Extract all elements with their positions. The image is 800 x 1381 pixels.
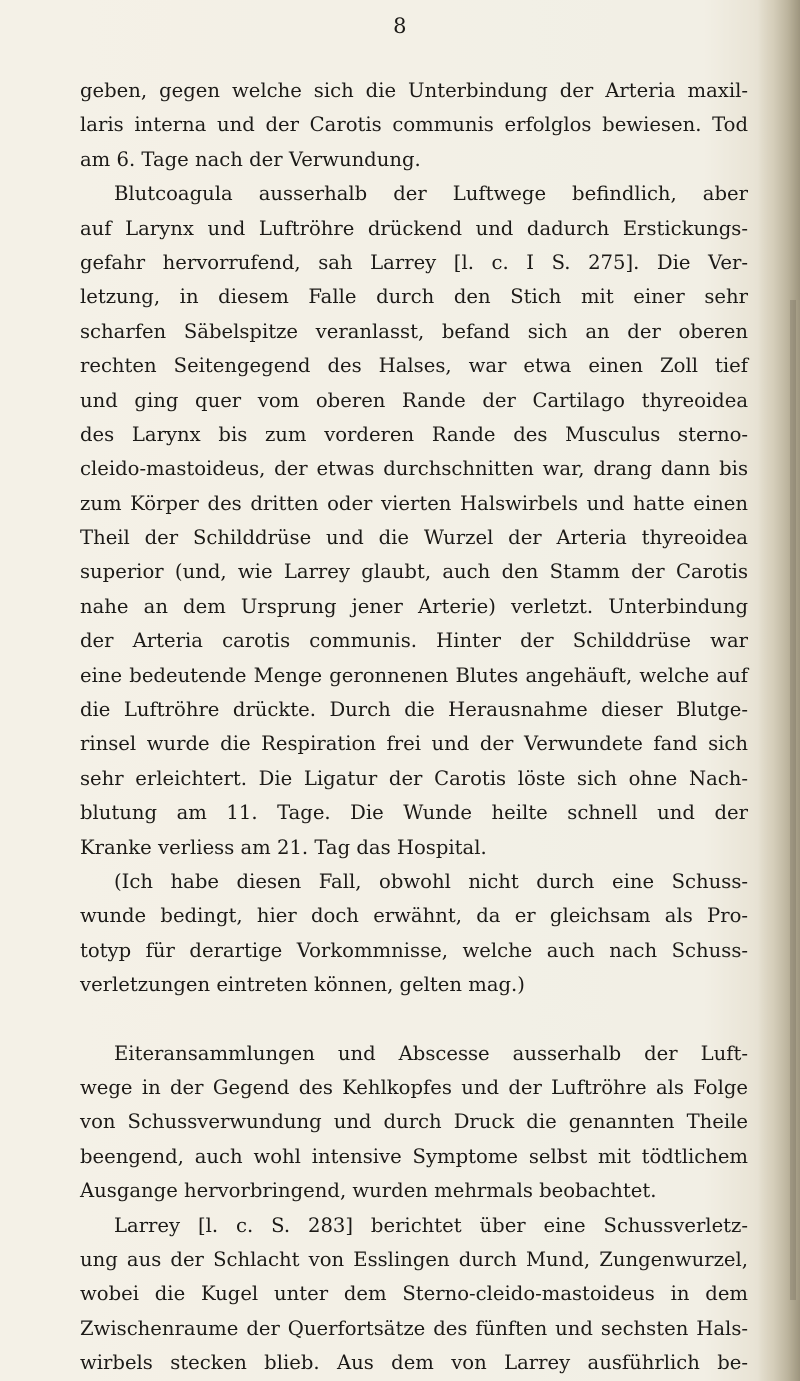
text-line: letzung, in diesem Falle durch den Stich mit einer sehr (80, 285, 748, 309)
text-line: superior (und, wie Larrey glaubt, auch den Stamm der Carotis (80, 560, 748, 584)
text-line: am 6. Tage nach der Verwundung. (80, 147, 421, 171)
text-line: von Schussverwundung und durch Druck die genannten Theile (80, 1110, 748, 1134)
page-number: 8 (393, 14, 407, 38)
text-line: blutung am 11. Tage. Die Wunde heilte schnell und der (80, 801, 748, 825)
text-line: nahe an dem Ursprung jener Arterie) verletzt. Unterbindung (80, 594, 748, 618)
text-line: des Larynx bis zum vorderen Rande des Musculus sterno- (80, 422, 748, 446)
text-line: cleido-mastoideus, der etwas durchschnitten war, drang dann bis (80, 457, 748, 481)
text-line: Theil der Schilddrüse und die Wurzel der Arteria thyreoidea (80, 526, 748, 550)
text-line: wege in der Gegend des Kehlkopfes und der Luftröhre als Folge (80, 1075, 748, 1099)
text-line: wunde bedingt, hier doch erwähnt, da er gleichsam als Pro- (80, 904, 748, 928)
text-line: Ausgange hervorbringend, wurden mehrmals beobachtet. (80, 1179, 657, 1203)
text-line: der Arteria carotis communis. Hinter der Schilddrüse war (80, 629, 748, 653)
binding-shadow (790, 300, 796, 1300)
text-line: Zwischenraume der Querfortsätze des fünften und sechsten Hals- (80, 1316, 748, 1340)
text-line: ung aus der Schlacht von Esslingen durch Mund, Zungenwurzel, (80, 1247, 748, 1271)
text-line: wirbels stecken blieb. Aus dem von Larrey ausführlich be- (80, 1351, 748, 1375)
text-line: die Luftröhre drückte. Durch die Herausnahme dieser Blutge- (80, 698, 748, 722)
text-line: geben, gegen welche sich die Unterbindung der Arteria maxil- (80, 79, 748, 102)
text-line: Eiteransammlungen und Abscesse ausserhalb der Luft- (114, 1041, 748, 1065)
text-line: rechten Seitengegend des Halses, war etwa einen Zoll tief (80, 354, 748, 378)
text-line: gefahr hervorrufend, sah Larrey [l. c. I S. 275]. Die Ver- (80, 250, 748, 274)
text-line: scharfen Säbelspitze veranlasst, befand sich an der oberen (80, 319, 748, 343)
text-line: Kranke verliess am 21. Tag das Hospital. (80, 835, 487, 859)
text-line: (Ich habe diesen Fall, obwohl nicht durch eine Schuss- (114, 869, 748, 893)
text-line: zum Körper des dritten oder vierten Halswirbels und hatte einen (80, 491, 748, 515)
text-line: Larrey [l. c. S. 283] berichtet über eine Schussverletz- (114, 1213, 748, 1237)
text-line: wobei die Kugel unter dem Sterno-cleido-mastoideus in dem (80, 1282, 748, 1306)
text-line: Blutcoagula ausserhalb der Luftwege befindlich, aber (114, 182, 748, 206)
text-line: rinsel wurde die Respiration frei und der Verwundete fand sich (80, 732, 748, 756)
text-line: beengend, auch wohl intensive Symptome selbst mit tödtlichem (80, 1144, 748, 1168)
text-line: verletzungen eintreten können, gelten mag.) (80, 973, 525, 997)
text-line: laris interna und der Carotis communis erfolglos bewiesen. Tod (80, 113, 748, 137)
body-text (80, 74, 748, 1380)
text-line: und ging quer vom oberen Rande der Cartilago thyreoidea (80, 388, 748, 412)
text-line: sehr erleichtert. Die Ligatur der Carotis löste sich ohne Nach- (80, 766, 748, 790)
text-line: auf Larynx und Luftröhre drückend und dadurch Erstickungs- (80, 216, 748, 240)
text-line: totyp für derartige Vorkommnisse, welche auch nach Schuss- (80, 938, 748, 962)
paragraph-gap (80, 1003, 748, 1037)
text-line: eine bedeutende Menge geronnenen Blutes angehäuft, welche auf (80, 663, 748, 687)
